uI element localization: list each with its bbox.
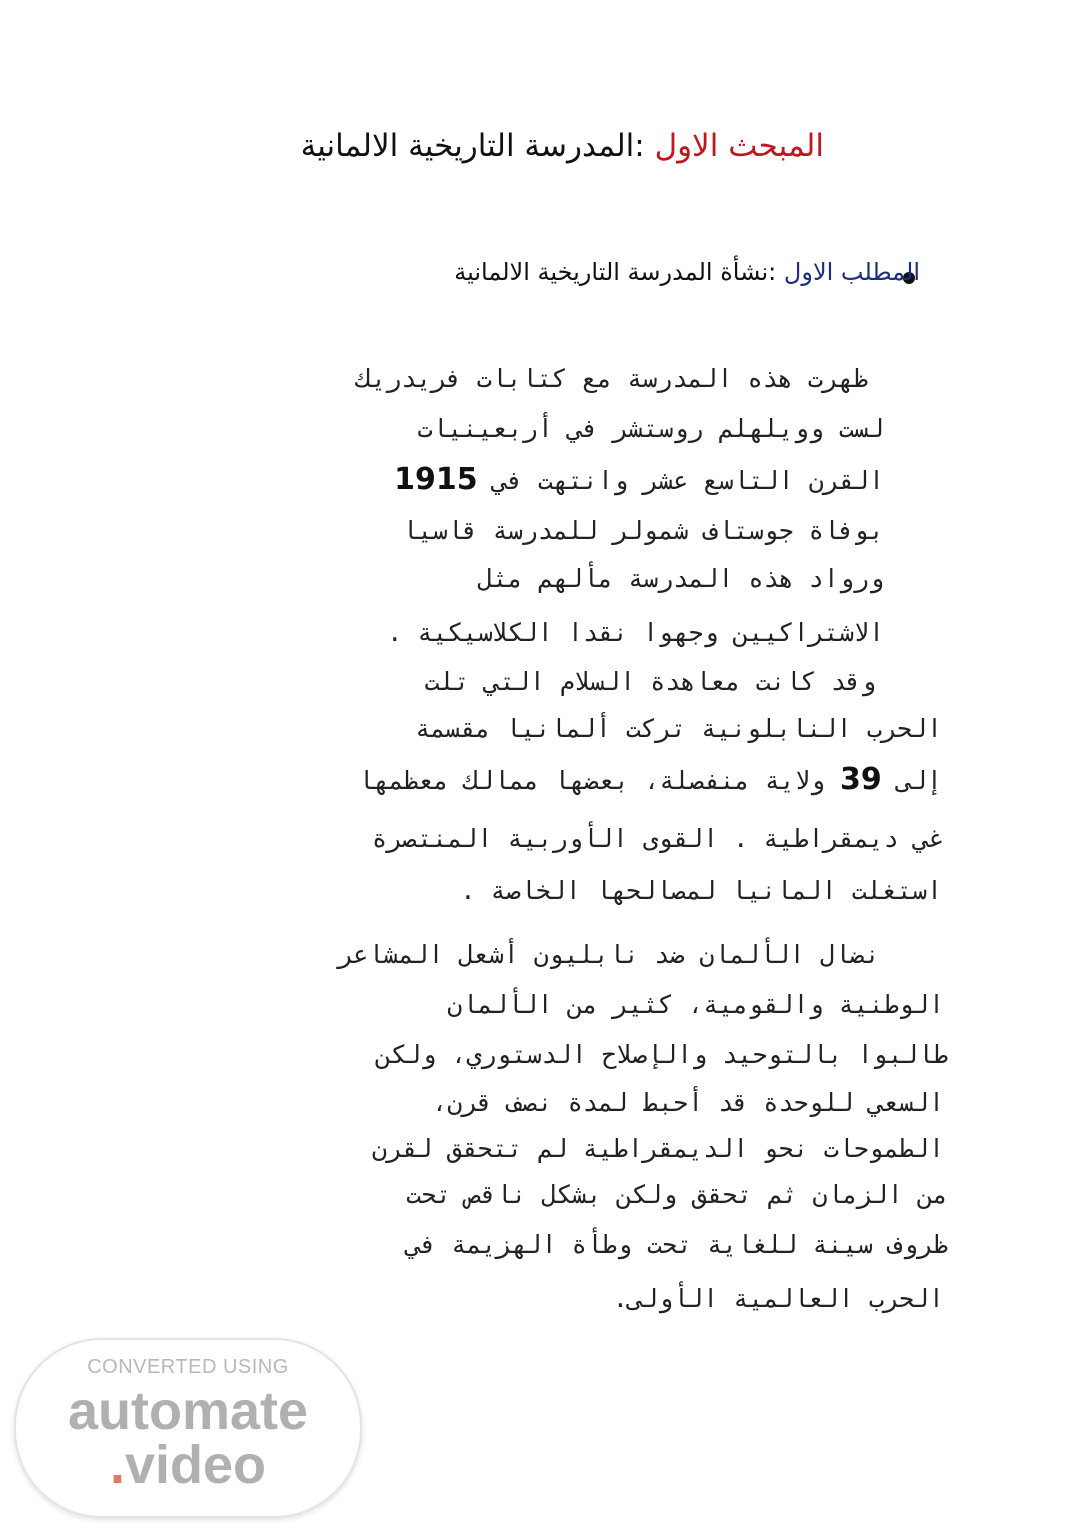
watermark-suffix-text: video <box>124 1435 267 1495</box>
text-line: الاشتراكيين وجهوا نقدا الكلاسيكية . <box>387 618 884 647</box>
subsection-heading-label: المطلب الاول <box>783 258 920 286</box>
watermark-brand-suffix <box>16 1434 360 1496</box>
text-line <box>394 462 884 497</box>
text-line: لست وويلهلم روستشر في أربعينيات <box>417 414 884 443</box>
text-line: من الزمان ثم تحقق ولكن بشكل ناقص تحت <box>406 1180 948 1209</box>
text-line: الحرب العالمية الأولى. <box>612 1284 944 1313</box>
text-line-part: القرن التاسع عشر وانتهت في <box>477 466 884 495</box>
count-number: 39 <box>840 762 882 797</box>
section-heading-title: :المدرسة التاريخية الالمانية <box>300 128 645 164</box>
text-line: الوطنية والقومية، كثير من الألمان <box>447 990 944 1019</box>
year-number: 1915 <box>394 462 478 497</box>
text-line: استغلت المانيا لمصالحها الخاصة . <box>460 876 942 905</box>
text-line: ورواد هذه المدرسة مألهم مثل <box>477 564 884 593</box>
watermark-dot: . <box>109 1435 125 1495</box>
text-line-part: ولاية منفصلة، بعضها ممالك معظمها <box>358 766 841 795</box>
text-line: بوفاة جوستاف شمولر للمدرسة قاسيا <box>402 516 884 545</box>
watermark-brand: automate <box>67 1381 309 1441</box>
text-line: السعي للوحدة قد أحبط لمدة نصف قرن، <box>432 1088 944 1117</box>
text-line: وقد كانت معاهدة السلام التي تلت <box>424 667 876 696</box>
subsection-heading <box>454 258 920 286</box>
watermark-badge <box>14 1338 362 1518</box>
text-line-part: إلى <box>881 766 942 795</box>
subsection-heading-title: :نشأة المدرسة التاريخية الالمانية <box>454 258 777 286</box>
section-heading-label: المبحث الاول <box>654 128 824 164</box>
text-line: ظهرت هذه المدرسة مع كتابات فريدريك <box>356 364 868 393</box>
text-line: نضال الألمان ضد نابليون أشعل المشاعر <box>338 940 880 969</box>
text-line: غي ديمقراطية . القوى الأوربية المنتصرة <box>372 824 944 853</box>
text-line: الحرب النابلونية تركت ألمانيا مقسمة <box>415 714 942 743</box>
text-line: الطموحات نحو الديمقراطية لم تتحقق لقرن <box>372 1134 944 1163</box>
text-line: طالبوا بالتوحيد والإصلاح الدستوري، ولكن <box>376 1040 948 1069</box>
watermark-caption: CONVERTED USING <box>87 1356 289 1378</box>
text-line <box>358 762 942 797</box>
section-heading <box>301 128 824 164</box>
text-line: ظروف سينة للغاية تحت وطأة الهزيمة في <box>406 1230 948 1259</box>
